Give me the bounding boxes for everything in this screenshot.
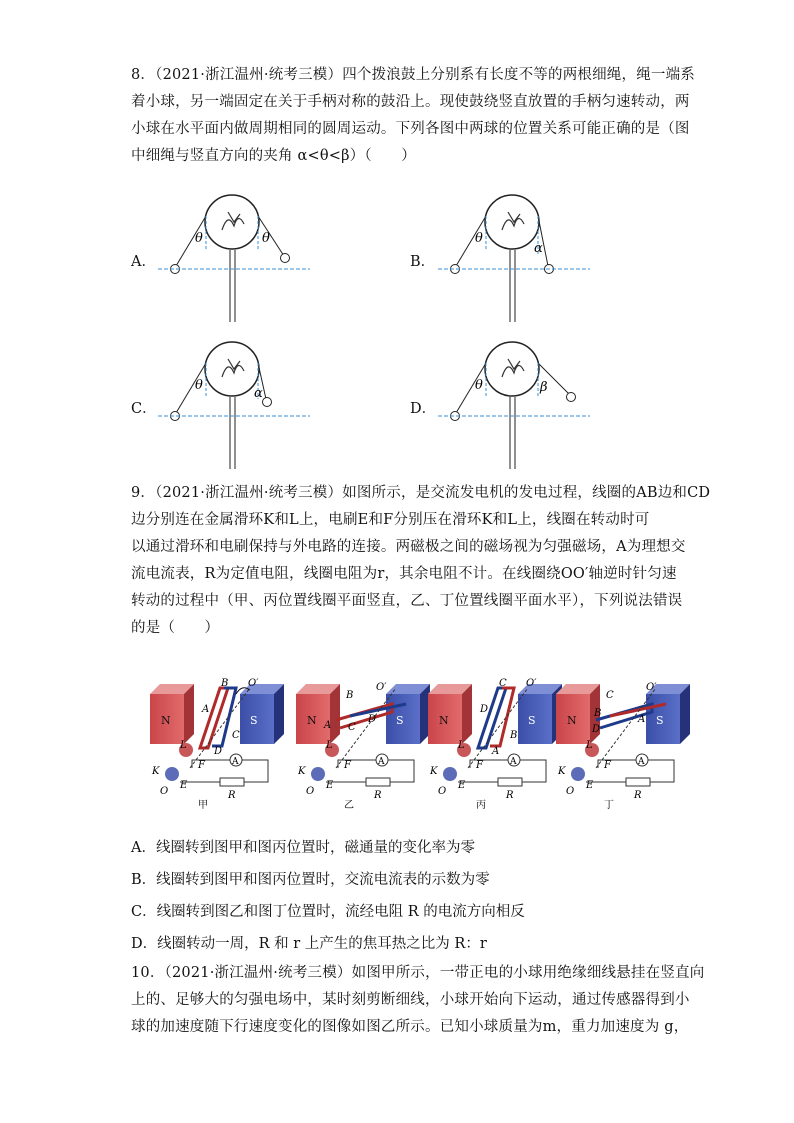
svg-text:B: B [510, 730, 518, 741]
q9-line-6: 的是（ ） [131, 620, 220, 636]
right-angle: α [534, 241, 543, 256]
svg-text:E: E [586, 780, 594, 791]
svg-text:L: L [458, 740, 465, 751]
q8-line-1: 8．（2021·浙江温州·统考三模）四个拨浪鼓上分别系有长度不等的两根细绳，绳一端系 [131, 67, 695, 83]
right-ball [567, 393, 576, 402]
q9-option-b: B．线圈转到图甲和图丙位置时，交流电流表的示数为零 [131, 872, 490, 888]
svg-text:F: F [198, 760, 205, 771]
right-angle: θ [262, 231, 270, 246]
q8-figure-b [430, 190, 590, 325]
svg-text:C: C [606, 690, 614, 701]
svg-text:S: S [656, 714, 664, 727]
svg-text:S: S [250, 714, 258, 727]
right-angle: α [254, 386, 263, 401]
svg-text:E: E [326, 780, 334, 791]
right-ball [281, 254, 290, 263]
question-10-stem [131, 960, 705, 1041]
svg-text:S: S [396, 714, 404, 727]
svg-text:A: A [638, 757, 645, 767]
svg-text:O′: O′ [526, 678, 537, 689]
svg-text:N: N [439, 714, 449, 727]
q8-option-c-label: C． [131, 401, 157, 417]
svg-text:B: B [594, 708, 602, 719]
svg-text:K: K [558, 766, 566, 777]
svg-text:O: O [160, 786, 169, 797]
q9-generator-figure [150, 676, 690, 811]
q10-line-2: 上的、足够大的匀强电场中，某时刻剪断细线，小球开始向下运动，通过传感器得到小 [131, 992, 690, 1008]
q8-line-2: 着小球，另一端固定在关于手柄对称的鼓沿上。现使鼓绕竖直放置的手柄匀速转动，两 [131, 94, 690, 110]
svg-text:B: B [221, 678, 229, 689]
svg-text:C: C [499, 678, 507, 689]
q8-figure-d [430, 337, 590, 472]
svg-text:O: O [566, 786, 575, 797]
svg-text:F: F [476, 760, 483, 771]
q10-line-3: 球的加速度随下行速度变化的图像如图乙所示。已知小球质量为m，重力加速度为 g， [131, 1019, 689, 1035]
svg-text:D: D [592, 724, 601, 735]
q8-option-d-label: D． [410, 401, 437, 417]
svg-text:R: R [374, 790, 382, 801]
svg-text:D: D [214, 746, 223, 757]
right-ball [263, 398, 272, 407]
panel-yi [296, 682, 430, 811]
left-angle: θ [475, 378, 483, 393]
left-angle: θ [195, 378, 203, 393]
left-angle: θ [475, 231, 483, 246]
q8-option-a-label: A． [131, 254, 156, 270]
svg-text:B: B [346, 690, 354, 701]
svg-text:A: A [638, 714, 646, 725]
svg-text:A: A [492, 746, 500, 757]
svg-text:乙: 乙 [344, 800, 354, 811]
svg-text:L: L [180, 740, 187, 751]
q9-option-c: C．线圈转到图乙和图丁位置时，流经电阻 R 的电流方向相反 [131, 904, 525, 920]
svg-text:R: R [228, 790, 236, 801]
q8-option-b-label: B． [410, 254, 436, 270]
question-8-stem [131, 62, 695, 170]
q9-line-3: 以通过滑环和电刷保持与外电路的连接。两磁极之间的磁场视为匀强磁场，A为理想交 [131, 539, 686, 555]
svg-text:R: R [506, 790, 514, 801]
right-angle: β [540, 380, 548, 395]
svg-text:F: F [344, 760, 351, 771]
svg-text:E: E [458, 780, 466, 791]
question-9-stem [131, 480, 711, 642]
svg-text:O: O [438, 786, 447, 797]
panel-jia [150, 678, 284, 811]
svg-text:L: L [586, 740, 593, 751]
svg-text:C: C [348, 722, 356, 733]
svg-text:D: D [480, 704, 489, 715]
svg-text:K: K [430, 766, 438, 777]
svg-text:S: S [528, 714, 536, 727]
svg-text:K: K [298, 766, 306, 777]
svg-text:甲: 甲 [198, 800, 208, 811]
svg-text:K: K [152, 766, 160, 777]
q8-line-3: 小球在水平面内做周期相同的圆周运动。下列各图中两球的位置关系可能正确的是（图 [131, 121, 690, 137]
left-angle: θ [195, 231, 203, 246]
svg-text:N: N [567, 714, 577, 727]
q9-line-4: 流电流表，R为定值电阻，线圈电阻为r，其余电阻不计。在线圈绕OO′轴逆时针匀速 [131, 566, 677, 582]
svg-text:A: A [232, 757, 239, 767]
svg-text:E: E [180, 780, 188, 791]
svg-text:A: A [324, 720, 332, 731]
svg-text:丙: 丙 [476, 800, 486, 811]
q9-line-2: 边分别连在金属滑环K和L上，电刷E和F分别压在滑环K和L上，线圈在转动时可 [131, 512, 650, 528]
q9-line-1: 9．（2021·浙江温州·统考三模）如图所示，是交流发电机的发电过程，线圈的AB边和CD [131, 485, 711, 501]
q9-option-d: D．线圈转动一周，R 和 r 上产生的焦耳热之比为 R：r [131, 936, 487, 952]
q9-line-5: 转动的过程中（甲、丙位置线圈平面竖直，乙、丁位置线圈平面水平），下列说法错误 [131, 593, 683, 609]
q8-figure-a [150, 190, 310, 325]
svg-text:丁: 丁 [604, 800, 614, 811]
svg-text:N: N [161, 714, 171, 727]
svg-text:A: A [378, 757, 385, 767]
svg-text:A: A [510, 757, 517, 767]
q10-line-1: 10．（2021·浙江温州·统考三模）如图甲所示，一带正电的小球用绝缘细线悬挂在竖直向 [131, 965, 705, 981]
panel-ding [556, 682, 690, 811]
svg-text:O′: O′ [376, 682, 387, 693]
svg-text:L: L [326, 740, 333, 751]
svg-text:F: F [604, 760, 611, 771]
svg-text:A: A [202, 704, 210, 715]
q9-option-a: A．线圈转到图甲和图丙位置时，磁通量的变化率为零 [131, 840, 475, 856]
svg-text:O: O [306, 786, 315, 797]
svg-text:O′: O′ [248, 678, 259, 689]
q8-figure-c [150, 337, 310, 472]
svg-text:O′: O′ [646, 682, 657, 693]
q8-line-4: 中细绳与竖直方向的夹角 α<θ<β）（ ） [131, 148, 416, 164]
svg-text:R: R [634, 790, 642, 801]
svg-text:C: C [232, 730, 240, 741]
svg-text:N: N [307, 714, 317, 727]
panel-bing [428, 678, 562, 811]
svg-text:D: D [368, 714, 377, 725]
